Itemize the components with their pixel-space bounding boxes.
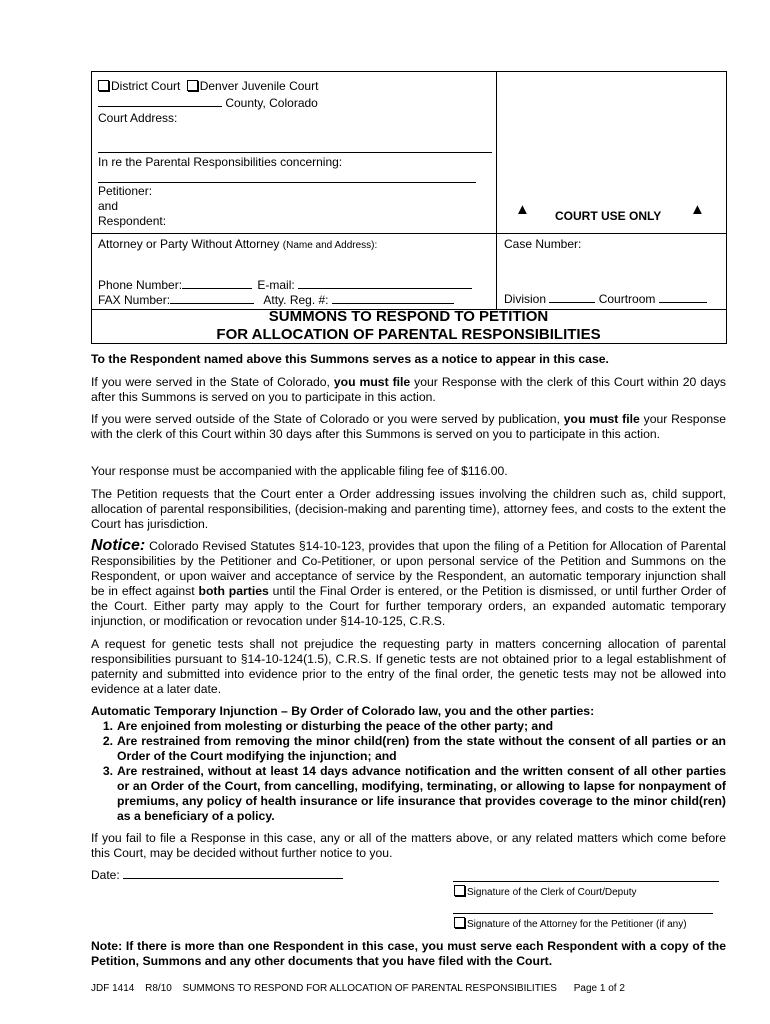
in-re-label: In re the Parental Responsibilities concerning: xyxy=(98,155,343,169)
notice-paragraph: Notice: Colorado Revised Statutes §14-10-123, provides that upon the filing of a Petition for Allocation of Parental Responsibilities by the Petitioner and Co-Petitioner, or upon personal service of the Petition and Summons on the Respondent, or upon waiver and acceptance of service by the Respondent, an automatic temporary injunction shall be in effect against both parties until the Final Order is entered, or the Petition is dismissed, or until further Order of the Court. Either party may apply to the Court for further temporary orders, an expanded automatic temporary injunction, or modification or revocation under §14-10-125, C.R.S. xyxy=(91,537,727,628)
courtroom-blank[interactable] xyxy=(659,292,707,303)
division-courtroom-row xyxy=(504,292,707,306)
attorney-note: (Name and Address): xyxy=(282,240,378,251)
date-blank[interactable] xyxy=(123,868,343,879)
list-item: 3. Are restrained, without at least 14 days advance notification and the written consent of all other parties or an Order of the Court, from cancelling, modifying, terminating, or allowing to lapse for nonpayment of premiums, any policy of health insurance or life insurance that provides coverage to the minor child(ren) as a beneficiary of a policy. xyxy=(102,764,726,823)
attorney-label: Attorney or Party Without Attorney (Name and Address): xyxy=(98,237,378,251)
courtroom-label: Courtroom xyxy=(598,292,656,306)
footer-revision: R8/10 xyxy=(145,983,172,994)
court-type-checkboxes xyxy=(98,79,318,93)
county-blank[interactable] xyxy=(98,96,222,107)
paragraph-petition-requests: The Petition requests that the Court enter a Order addressing issues involving the children such as, child support, allocation of parental responsibilities, (decision-making and parenting time), attorney fees, and costs to the extent the Court has jurisdiction. xyxy=(91,487,726,531)
date-row xyxy=(91,868,343,882)
email-label: E-mail: xyxy=(257,278,295,292)
clerk-signature-line[interactable] xyxy=(453,881,719,882)
juvenile-court-checkbox[interactable] xyxy=(187,80,198,91)
fax-label: FAX Number: xyxy=(98,293,171,307)
footer xyxy=(91,983,625,994)
list-item: 1. Are enjoined from molesting or disturbing the peace of the other party; and xyxy=(102,719,554,733)
title-line-1: SUMMONS TO RESPOND TO PETITION xyxy=(268,308,549,325)
court-address-label: Court Address: xyxy=(98,111,178,125)
court-use-only-label: COURT USE ONLY xyxy=(555,209,662,223)
date-label: Date: xyxy=(91,868,120,882)
phone-blank[interactable] xyxy=(182,278,252,289)
and-label: and xyxy=(98,199,119,213)
fax-blank[interactable] xyxy=(170,293,254,304)
county-label: County, Colorado xyxy=(225,96,318,110)
up-arrow-icon: ▲ xyxy=(515,201,530,218)
caption-left-border xyxy=(91,71,92,344)
clerk-signature-checkbox[interactable] xyxy=(454,885,465,896)
notice-label: Notice: xyxy=(91,537,146,554)
injunction-list xyxy=(91,719,726,824)
attorney-signature-checkbox[interactable] xyxy=(454,917,465,928)
phone-label: Phone Number: xyxy=(98,278,183,292)
paragraph-served-in-state: If you were served in the State of Colorado, you must file your Response with the clerk of this Court within 20 days after this Summons is served on you to participate in this action. xyxy=(91,375,727,404)
title-line-2: FOR ALLOCATION OF PARENTAL RESPONSIBILITIES xyxy=(216,326,601,343)
juvenile-court-label: Denver Juvenile Court xyxy=(199,79,319,93)
fax-reg-row xyxy=(98,293,454,307)
intro-paragraph: To the Respondent named above this Summons serves as a notice to appear in this case. xyxy=(91,352,609,366)
page-title xyxy=(91,308,726,344)
respondent-label: Respondent: xyxy=(98,214,167,228)
caption-column-divider xyxy=(496,71,497,309)
list-item: 2. Are restrained from removing the minor child(ren) from the state without the consent of all parties or an Order of the Court modifying the injunction; and xyxy=(102,734,726,763)
paragraph-genetic-tests: A request for genetic tests shall not prejudice the requesting party in matters concerning allocation of parental responsibilities pursuant to §14-10-124(1.5), C.R.S. If genetic tests are not obtained prior to a legal establishment of paternity and submitted into evidence prior to the entry of the final order, the genetic tests may not be allowed into evidence at a later date. xyxy=(91,637,726,696)
case-number-label: Case Number: xyxy=(504,237,582,251)
attorney-signature-line[interactable] xyxy=(453,913,713,914)
paragraph-fail-to-file: If you fail to file a Response in this case, any or all of the matters above, or any related matters which come before this Court, may be decided without further notice to you. xyxy=(91,831,726,860)
attorney-signature-label: Signature of the Attorney for the Petitioner (if any) xyxy=(467,919,687,930)
clerk-signature-label: Signature of the Clerk of Court/Deputy xyxy=(467,887,637,898)
email-blank[interactable] xyxy=(298,278,472,289)
footer-form-id: JDF 1414 xyxy=(91,983,135,994)
atty-reg-label: Atty. Reg. #: xyxy=(263,293,329,307)
note-paragraph: Note: If there is more than one Respondent in this case, you must serve each Respondent with a copy of the Petition, Summons and any other documents that you have filed with the Court. xyxy=(91,939,726,968)
caption-row-divider xyxy=(91,233,727,234)
caption-top-border xyxy=(91,71,727,72)
caption-right-border xyxy=(726,71,727,344)
ati-heading: Automatic Temporary Injunction – By Order of Colorado law, you and the other parties: xyxy=(91,704,595,718)
division-label: Division xyxy=(504,292,547,306)
in-re-blank[interactable] xyxy=(98,182,476,183)
atty-reg-blank[interactable] xyxy=(332,293,454,304)
footer-page: Page 1 of 2 xyxy=(573,983,625,994)
paragraph-served-outside: If you were served outside of the State of Colorado or you were served by publication, you must file your Response with the clerk of this Court within 30 days after this Summons is served on you to participate in this action. xyxy=(91,412,726,441)
division-blank[interactable] xyxy=(549,292,595,303)
county-line xyxy=(98,96,318,110)
up-arrow-icon: ▲ xyxy=(690,201,705,218)
clerk-signature-row xyxy=(454,885,637,898)
petitioner-label: Petitioner: xyxy=(98,184,153,198)
phone-email-row xyxy=(98,278,472,292)
court-address-blank[interactable] xyxy=(98,152,492,153)
district-court-checkbox[interactable] xyxy=(98,80,109,91)
footer-form-title: SUMMONS TO RESPOND FOR ALLOCATION OF PARENTAL RESPONSIBILITIES xyxy=(182,983,557,994)
attorney-signature-row xyxy=(454,917,687,930)
district-court-label: District Court xyxy=(111,79,181,93)
paragraph-filing-fee: Your response must be accompanied with the applicable filing fee of $116.00. xyxy=(91,464,508,478)
